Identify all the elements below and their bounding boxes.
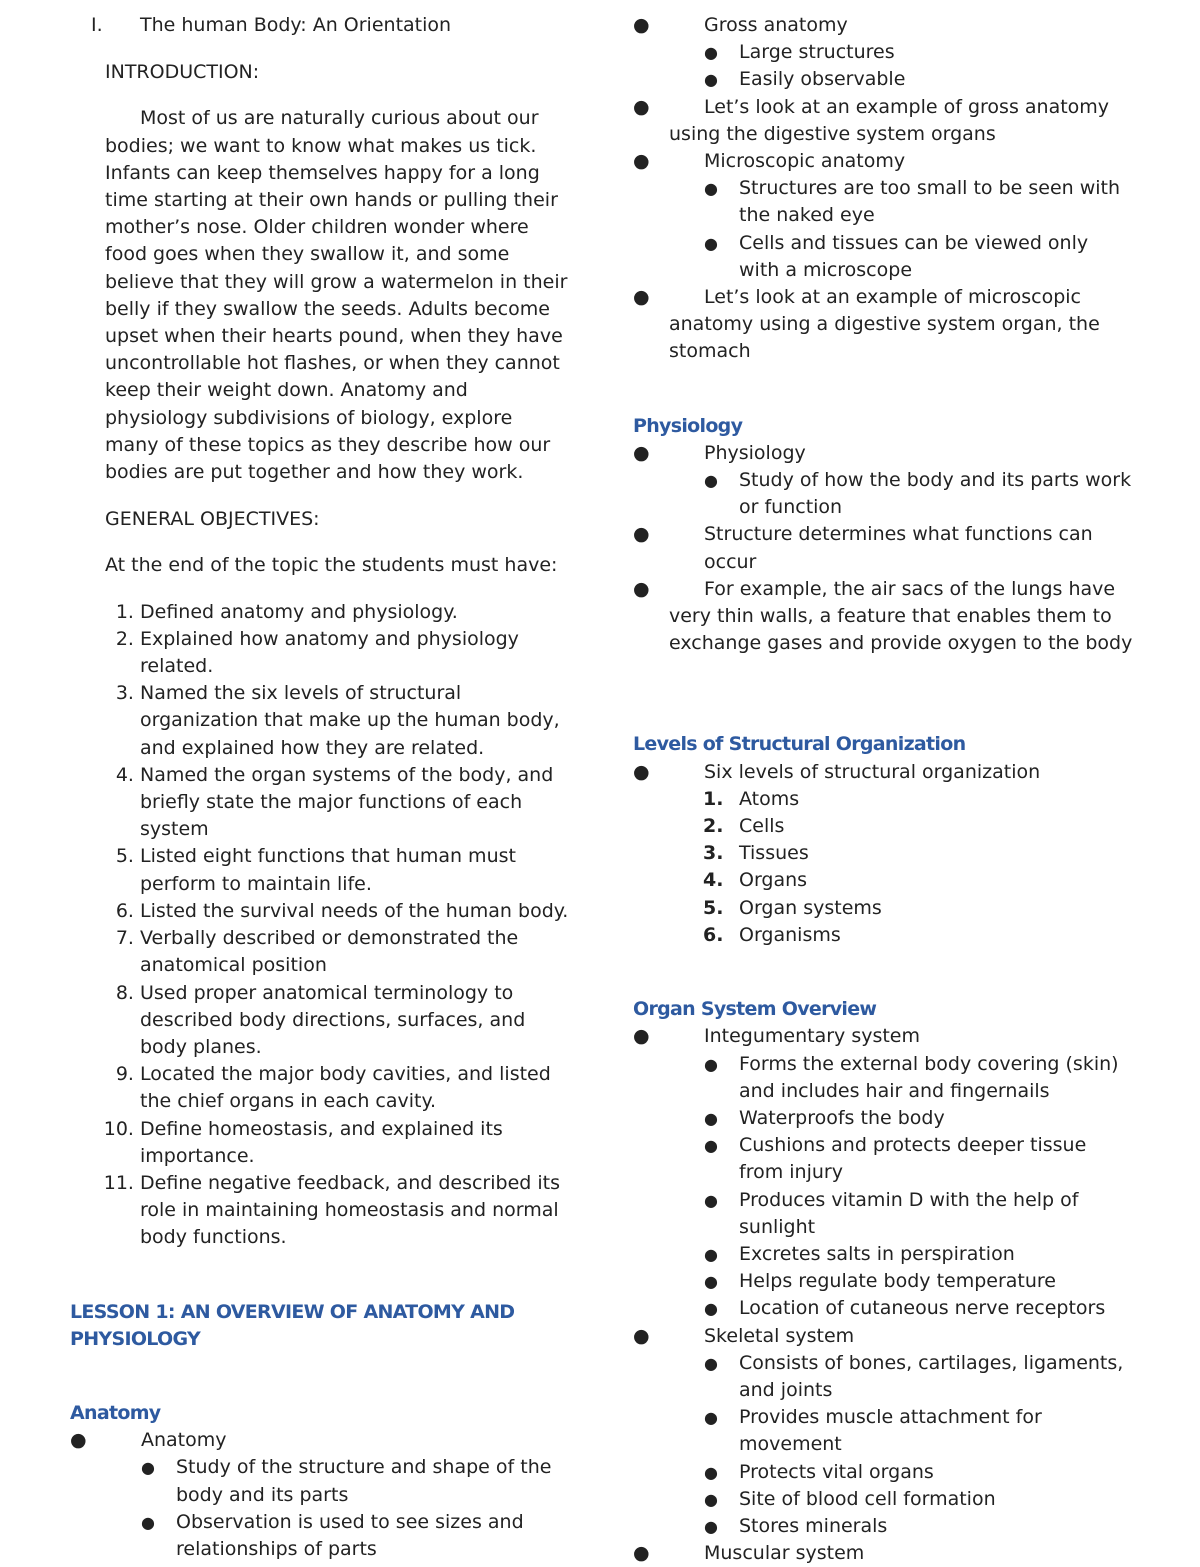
list-item: ● Let’s look at an example of microscopic anatomy using a digestive system organ, the stomach (633, 286, 1100, 363)
chapter-number: I. (91, 14, 103, 36)
objective-item: 5. Listed eight functions that human must perform to maintain life. (140, 843, 570, 897)
list-subitem: ● Produces vitamin D with the help of sunlight (704, 1188, 1079, 1238)
bullet-icon: ● (633, 577, 650, 600)
section-title-physiology: Physiology (633, 414, 743, 437)
list-subitem: ● Provides muscle attachment for movement (704, 1406, 1042, 1456)
level-item: 6. Organisms (703, 923, 841, 946)
list-item: ● Physiology (633, 440, 1133, 467)
list-subitem: ● Forms the external body covering (skin) and includes hair and fingernails (704, 1052, 1119, 1102)
bullet-icon: ● (704, 1272, 718, 1292)
bullet-icon: ● (633, 1542, 650, 1565)
bullet-icon: ● (704, 1244, 718, 1264)
bullet-icon: ● (704, 1136, 718, 1156)
bullet-icon: ● (633, 95, 650, 118)
objective-item: 2. Explained how anatomy and physiology related. (140, 626, 570, 680)
bullet-icon: ● (704, 1108, 718, 1128)
objective-item: 3. Named the six levels of structural organization that make up the human body, and explained how they are related. (140, 680, 570, 762)
list-subitem: ● Location of cutaneous nerve receptors (633, 1295, 1133, 1322)
bullet-icon: ● (704, 1299, 718, 1319)
left-column (70, 12, 570, 1563)
bullet-icon: ● (141, 1512, 155, 1532)
list-subitem: ● Waterproofs the body (633, 1105, 1133, 1132)
objective-item: 1. Defined anatomy and physiology. (140, 599, 570, 626)
bullet-icon: ● (704, 1489, 718, 1509)
intro-paragraph: Most of us are naturally curious about our bodies; we want to know what makes us tick. Infants can keep themselves happy for a long time starting at their own hands or pulling their mother’s nose. Older children wonder where food goes when they swallow it, and some believe that they will grow a watermelon in their belly if they swallow the seeds. Adults become upset when their hearts pound, when they have uncontrollable hot flashes, or when they cannot keep their weight down. Anatomy and physiology subdivisions of biology, explore many of these topics as they describe how our bodies are put together and how they work. (105, 107, 568, 484)
list-subitem: ● Large structures (633, 39, 1133, 66)
objectives-list (70, 599, 570, 1252)
lesson-title: LESSON 1: AN OVERVIEW OF ANATOMY AND PHYSIOLOGY (70, 1300, 515, 1350)
level-item: 2. Cells (703, 815, 785, 838)
section-title-levels: Levels of Structural Organization (633, 733, 966, 756)
chapter-title: The human Body: An Orientation (140, 14, 452, 36)
bullet-icon: ● (704, 70, 718, 90)
bullet-icon: ● (704, 1190, 718, 1210)
list-subitem: ● Protects vital organs (633, 1459, 1133, 1486)
list-subitem: ● Easily observable (633, 66, 1133, 93)
bullet-icon: ● (704, 1462, 718, 1482)
list-subitem: ● Consists of bones, cartilages, ligaments, and joints (704, 1351, 1124, 1401)
list-subitem: ● Helps regulate body temperature (633, 1268, 1133, 1295)
objectives-label: GENERAL OBJECTIVES: (105, 508, 320, 531)
level-item: 3. Tissues (703, 842, 809, 865)
objective-item: 7. Verbally described or demonstrated the anatomical position (140, 925, 570, 979)
bullet-icon: ● (704, 1353, 718, 1373)
list-item: ● Anatomy (70, 1427, 570, 1454)
level-item: 5. Organ systems (703, 896, 882, 919)
list-item: ● Skeletal system (633, 1323, 1133, 1350)
level-item: 4. Organs (703, 869, 808, 892)
list-subitem: ● Site of blood cell formation (633, 1486, 1133, 1513)
right-column (633, 12, 1133, 1567)
bullet-icon: ● (633, 523, 650, 546)
bullet-icon: ● (633, 14, 650, 36)
bullet-icon: ● (633, 441, 650, 464)
list-subitem: ● Study of the structure and shape of the body and its parts (141, 1456, 552, 1506)
bullet-icon: ● (704, 1054, 718, 1074)
bullet-icon: ● (633, 286, 650, 309)
bullet-icon: ● (704, 1516, 718, 1536)
objectives-intro: At the end of the topic the students must have: (105, 554, 558, 577)
list-item: ● Structure determines what functions can occur (633, 523, 1093, 573)
list-subitem: ● Excretes salts in perspiration (633, 1241, 1133, 1268)
level-item: 1. Atoms (703, 787, 800, 810)
bullet-icon: ● (633, 760, 650, 783)
objective-item: 6. Listed the survival needs of the human body. (140, 898, 570, 925)
list-item: ● For example, the air sacs of the lungs have very thin walls, a feature that enables them to exchange gases and provide oxygen to the body (633, 577, 1133, 655)
list-subitem: ● Structures are too small to be seen with the naked eye (704, 177, 1121, 227)
intro-label: INTRODUCTION: (105, 61, 260, 84)
objective-item: 10. Define homeostasis, and explained its importance. (140, 1116, 570, 1170)
bullet-icon: ● (704, 179, 718, 199)
list-subitem: ● Cushions and protects deeper tissue from injury (704, 1134, 1087, 1184)
list-subitem: ● Observation is used to see sizes and relationships of parts (141, 1510, 524, 1560)
list-subitem: ● Stores minerals (633, 1513, 1133, 1540)
bullet-icon: ● (704, 43, 718, 63)
bullet-icon: ● (633, 150, 650, 173)
objective-item: 4. Named the organ systems of the body, and briefly state the major functions of each system (140, 762, 570, 844)
bullet-icon: ● (70, 1429, 87, 1452)
list-item: ● Muscular system (633, 1540, 1133, 1567)
objective-item: 11. Define negative feedback, and described its role in maintaining homeostasis and normal body functions. (140, 1170, 570, 1252)
bullet-icon: ● (141, 1458, 155, 1478)
list-subitem: ● Cells and tissues can be viewed only with a microscope (704, 231, 1089, 281)
bullet-icon: ● (704, 1408, 718, 1428)
section-title-organ-systems: Organ System Overview (633, 998, 877, 1021)
list-item: ● Gross anatomy (633, 12, 1133, 39)
section-title-anatomy: Anatomy (70, 1401, 161, 1424)
list-subitem: ● Study of how the body and its parts work or function (704, 469, 1132, 519)
list-item: ● Integumentary system (633, 1023, 1133, 1050)
objective-item: 8. Used proper anatomical terminology to described body directions, surfaces, and body planes. (140, 980, 570, 1062)
bullet-icon: ● (633, 1025, 650, 1048)
list-item: ● Microscopic anatomy (633, 148, 1133, 175)
objective-item: 9. Located the major body cavities, and listed the chief organs in each cavity. (140, 1061, 570, 1115)
bullet-icon: ● (704, 471, 718, 491)
bullet-icon: ● (704, 233, 718, 253)
bullet-icon: ● (633, 1324, 650, 1347)
list-item: ● Six levels of structural organization (633, 759, 1133, 786)
chapter-heading (70, 12, 570, 39)
list-item: ● Let’s look at an example of gross anatomy using the digestive system organs (633, 95, 1110, 145)
